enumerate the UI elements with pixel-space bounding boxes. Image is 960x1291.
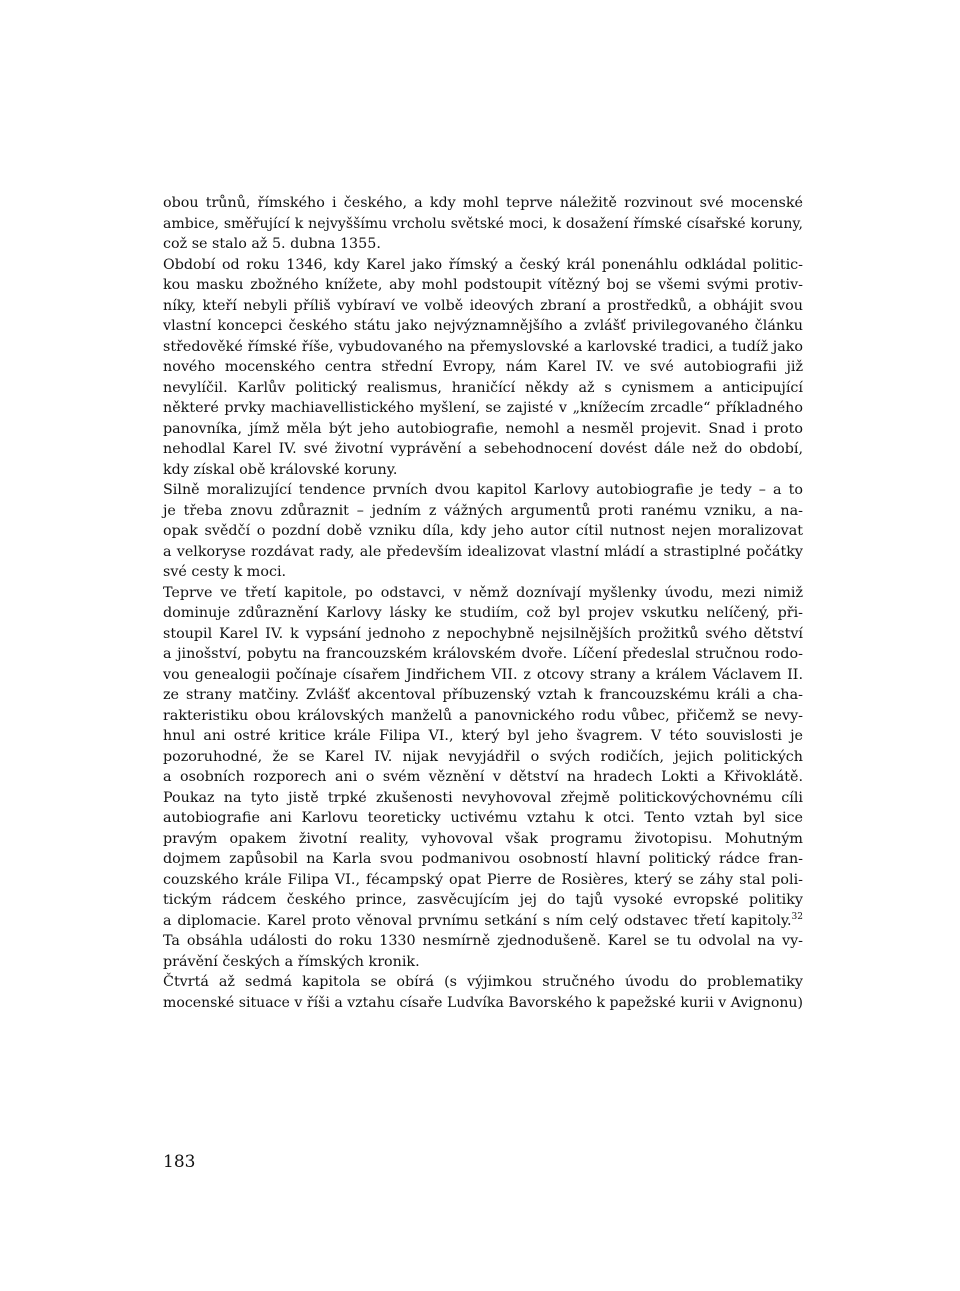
text-line: své cesty k moci. — [163, 564, 287, 580]
text-line: opak svědčí o pozdní době vzniku díla, kdy jeho autor cítil nutnost nejen moralizovat — [163, 523, 803, 539]
text-line: a diplomacie. Karel proto věnoval prvnímu setkání s ním celý odstavec třetí kapitoly. — [163, 912, 792, 929]
text-line: což se stalo až 5. dubna 1355. — [163, 236, 381, 252]
text-line-with-footnote — [163, 911, 803, 932]
text-line: je třeba znovu zdůraznit – jedním z vážných argumentů proti ranému vzniku, a na- — [163, 502, 803, 519]
text-line: vlastní koncepci českého státu jako nejvýznamnějšího a zvlášť privilegovaného článku — [163, 318, 803, 334]
text-line: ze strany matčiny. Zvlášť akcentoval příbuzenský vztah k francouzskému králi a cha- — [163, 687, 803, 703]
text-line: kou masku zbožného knížete, aby mohl podstoupit vítězný boj se všemi svými protiv- — [163, 277, 803, 293]
text-line: nehodlal Karel IV. své životní vyprávění a sebehodnocení dovést dále než do období, — [163, 441, 803, 457]
text-line: Ta obsáhla události do roku 1330 nesmírně zjednodušeně. Karel se tu odvolal na vy- — [163, 933, 803, 949]
text-line: Čtvrtá až sedmá kapitola se obírá (s výjimkou stručného úvodu do problematiky — [163, 974, 803, 990]
text-line: ambice, směřující k nejvyššímu vrcholu světské moci, k dosažení římské císařské koruny, — [163, 215, 803, 232]
page-number: 183 — [163, 1152, 196, 1172]
text-line: couzského krále Filipa VI., fécampský opat Pierre de Rosières, který se záhy stal poli- — [163, 871, 803, 888]
text-line: dojmem zapůsobil na Karla svou podmanivou osobností hlavní politický rádce fran- — [163, 851, 803, 867]
text-line: vou genealogii počínaje císařem Jindřichem VII. z otcovy strany a králem Václavem II. — [163, 666, 803, 683]
text-line: hnul ani ostré kritice krále Filipa VI., který byl jeho švagrem. V této souvislosti je — [163, 728, 803, 744]
text-line: Teprve ve třetí kapitole, po odstavci, v němž doznívají myšlenky úvodu, mezi nimiž — [163, 584, 803, 601]
text-line: autobiografie ani Karlovu teoreticky uctivému vztahu k otci. Tento vztah byl sice — [163, 810, 803, 826]
text-line: pravým opakem životní reality, vyhovoval však programu životopisu. Mohutným — [163, 830, 803, 847]
text-line: některé prvky machiavellistického myšlení, se zajisté v „knížecím zrcadle“ příkladného — [163, 400, 803, 416]
text-line: a velkoryse rozdávat rady, ale především idealizovat vlastní mládí a strastiplné počátky — [163, 543, 803, 560]
text-line: obou trůnů, římského i českého, a kdy mohl teprve náležitě rozvinout své mocenské — [163, 195, 803, 211]
text-line: stoupil Karel IV. k vypsání jednoho z nepochybně nejsilnějších prožitků svého dětství — [163, 625, 803, 642]
body-text — [163, 193, 803, 1013]
text-line: Období od roku 1346, kdy Karel jako římský a český král ponenáhlu odkládal politic- — [163, 256, 803, 273]
text-line: panovníka, jímž měla být jeho autobiografie, nemohl a nesměl projevit. Snad i proto — [163, 420, 803, 437]
text-line: a jinošství, pobytu na francouzském královském dvoře. Líčení předeslal stručnou rodo- — [163, 646, 803, 662]
text-line: středověké římské říše, vybudovaného na přemyslovské a karlovské tradici, a tudíž jako — [163, 338, 803, 355]
text-line: rakteristiku obou královských manželů a panovnického rodu vůbec, přičemž se nevy- — [163, 707, 803, 724]
text-line: nevylíčil. Karlův politický realismus, hraničící někdy až s cynismem a anticipující — [163, 379, 803, 396]
text-line: kdy získal obě královské koruny. — [163, 461, 398, 478]
text-line: dominuje zdůraznění Karlovy lásky ke studiím, což byl projev vskutku nelíčený, při- — [163, 605, 803, 621]
text-line: nového mocenského centra střední Evropy, nám Karel IV. ve své autobiografii již — [163, 359, 803, 375]
text-line: pozoruhodné, že se Karel IV. nijak nevyjádřil o svých rodičích, jejich politických — [163, 748, 803, 765]
text-line: mocenské situace v říši a vztahu císaře Ludvíka Bavorského k papežské kurii v Avignonu) — [163, 994, 803, 1011]
text-line: Silně moralizující tendence prvních dvou kapitol Karlovy autobiografie je tedy – a to — [163, 482, 803, 498]
text-line: právění českých a římských kronik. — [163, 953, 420, 970]
text-line: níky, kteří nebyli příliš vybíraví ve volbě ideových zbraní a prostředků, a obhájit svou — [163, 297, 803, 314]
footnote-reference: 32 — [791, 911, 803, 922]
text-line: Poukaz na tyto jistě trpké zkušenosti nevyhovoval zřejmě politickovýchovnému cíli — [163, 789, 803, 806]
text-line: tickým rádcem českého prince, zasvěcujícím jej do tajů vysoké evropské politiky — [163, 892, 803, 908]
text-line: a osobních rozporech ani o svém věznění v dětství na hradech Lokti a Křivoklátě. — [163, 769, 803, 785]
